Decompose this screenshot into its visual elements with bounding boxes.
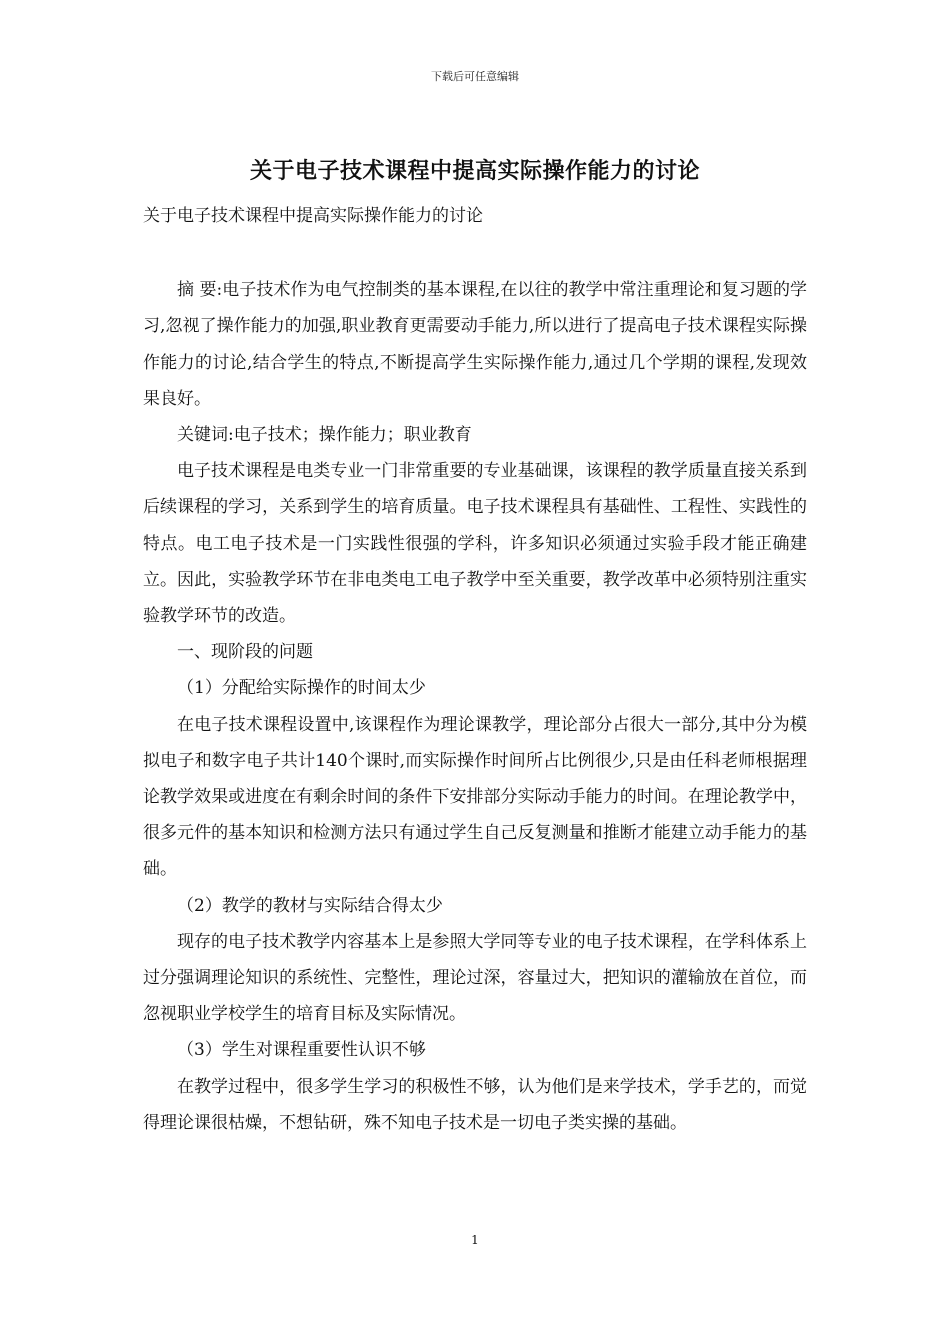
document-subtitle: 关于电子技术课程中提高实际操作能力的讨论	[143, 206, 483, 226]
abstract-paragraph: 摘 要:电子技术作为电气控制类的基本课程,在以往的教学中常注重理论和复习题的学习,忽视了操作能力的加强,职业教育更需要动手能力,所以进行了提高电子技术课程实际操作能力的讨论,结合学生的特点,不断提高学生实际操作能力,通过几个学期的课程,发现效果良好。	[143, 280, 807, 409]
issue-1-paragraph: 在电子技术课程设置中,该课程作为理论课教学，理论部分占很大一部分,其中分为模拟电子和数字电子共计140个课时,而实际操作时间所占比例很少,只是由任科老师根据理论教学效果或进度在有剩余时间的条件下安排部分实际动手能力的时间。在理论教学中，很多元件的基本知识和检测方法只有通过学生自己反复测量和推断才能建立动手能力的基础。	[143, 714, 807, 880]
section-heading: 一、现阶段的问题	[177, 642, 313, 663]
header-note: 下载后可任意编辑	[431, 70, 519, 83]
intro-paragraph: 电子技术课程是电类专业一门非常重要的专业基础课，该课程的教学质量直接关系到后续课程的学习，关系到学生的培育质量。电子技术课程具有基础性、工程性、实践性的特点。电工电子技术是一门实践性很强的学科，许多知识必须通过实验手段才能正确建立。因此，实验教学环节在非电类电工电子教学中至关重要，教学改革中必须特别注重实验教学环节的改造。	[143, 461, 807, 627]
issue-3-heading: （3）学生对课程重要性认识不够	[177, 1040, 426, 1061]
keywords-line: 关键词:电子技术；操作能力；职业教育	[177, 425, 472, 446]
issue-2-heading: （2）教学的教材与实际结合得太少	[177, 895, 443, 916]
page-number: 1	[471, 1233, 479, 1247]
document-title: 关于电子技术课程中提高实际操作能力的讨论	[249, 158, 700, 184]
issue-1-heading: （1）分配给实际操作的时间太少	[177, 678, 426, 699]
issue-2-paragraph: 现存的电子技术教学内容基本上是参照大学同等专业的电子技术课程，在学科体系上过分强调理论知识的系统性、完整性，理论过深，容量过大，把知识的灌输放在首位，而忽视职业学校学生的培育目标及实际情况。	[143, 931, 807, 1025]
document-body	[143, 198, 807, 1141]
issue-3-paragraph: 在教学过程中，很多学生学习的积极性不够，认为他们是来学技术，学手艺的，而觉得理论课很枯燥，不想钻研，殊不知电子技术是一切电子类实操的基础。	[143, 1076, 807, 1133]
